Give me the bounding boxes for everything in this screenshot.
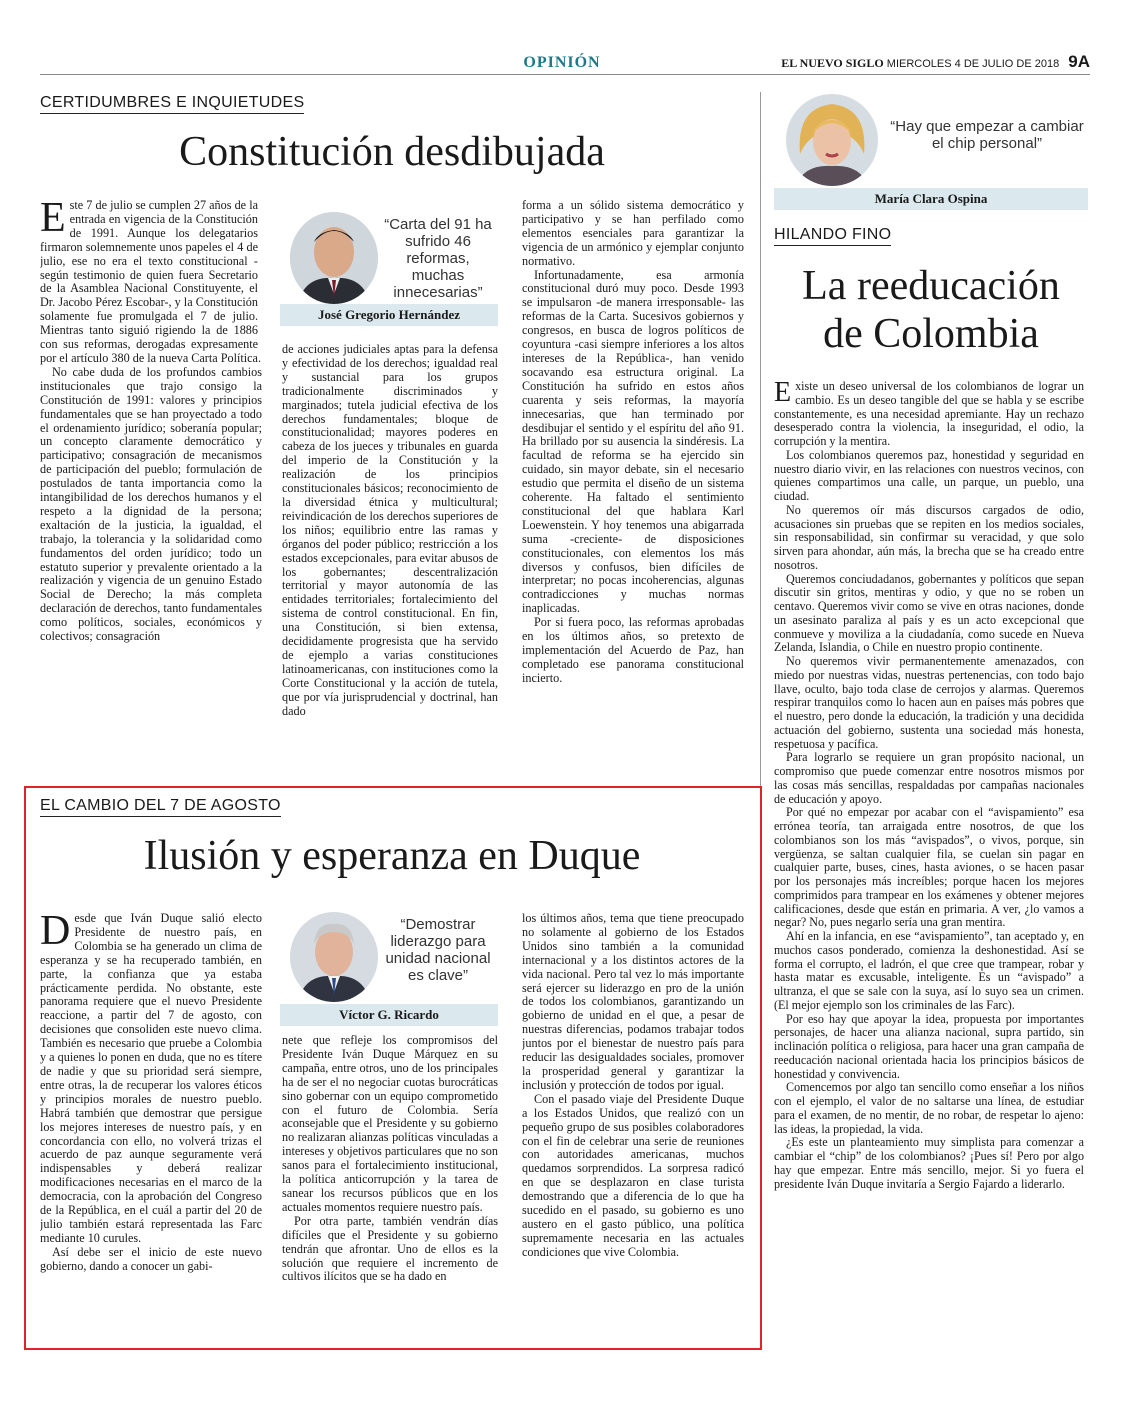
author-photo bbox=[786, 94, 878, 186]
drop-cap: D bbox=[40, 912, 71, 954]
article3-quote-box bbox=[774, 92, 1088, 212]
author-portrait-icon bbox=[786, 94, 878, 186]
article3-paragraph: No queremos oír más discursos cargados de odio, acusaciones sin pruebas que se repiten en los medios sociales, sin responsabilidad, sin confirmar su veracidad, y que solo sirven para ahondar, aún más, la brecha que se ha creado entre nosotros. bbox=[774, 502, 1084, 572]
paper-name: EL NUEVO SIGLO bbox=[781, 56, 884, 70]
article1-paragraph: forma a un sólido sistema democrático y participativo y se han perfilado como elementos esenciales para garantizar la vigencia de un armónico y ejemplar conjunto normativo. bbox=[522, 199, 744, 268]
article3-kicker: HILANDO FINO bbox=[774, 226, 891, 246]
drop-cap: E bbox=[40, 199, 66, 241]
article3-paragraph: Para lograrlo se requiere un gran propósito nacional, un compromiso que puede comenzar entre nosotros mismos por las cosas más sencillas, respaldadas por campañas nacionales de educación y apoyo. bbox=[774, 750, 1084, 806]
article3-author: María Clara Ospina bbox=[774, 188, 1088, 210]
article3-title-line: La reeducación bbox=[802, 263, 1060, 309]
article3-paragraph: No queremos vivir permanentemente amenazados, con miedo por nuestras vidas, nuestras pertenencias, con todo bajo llave, oculto, bajo toda clase de cerrojos y alarmas. Queremos respirar tranquilos como lo hacen aun en países más pobres que el nuestro, pero donde la educación, la tradición y una decidida actuación del gobierno, sustenta una sociedad más honesta, respetuosa y pacífica. bbox=[774, 654, 1084, 751]
article2-paragraph: los últimos años, tema que tiene preocupado no solamente al gobierno de los Estados Unidos sino también a la comunidad internacional y a los distintos actores de la vida nacional. Pero tal vez lo más importante será ejercer su liderazgo en pro de la unión de todos los colombianos, garantizando un gobierno de unidad en el que, a pesar de nuestras diferencias, podamos trabajar todos juntos por el bienestar de nuestro país para reducir las desigualdades sociales, promover la prosperidad general y garantizar la inclusión y protección de todos por igual. bbox=[522, 912, 744, 1092]
article2-quote-box bbox=[280, 910, 498, 1026]
author-photo bbox=[290, 212, 378, 304]
section-label: OPINIÓN bbox=[523, 54, 601, 71]
article1-quote-box bbox=[280, 208, 498, 328]
article1-paragraph: Infortunadamente, esa armonía constitucional duró muy poco. Desde 1993 se impulsaron -de manera irresponsable- las reformas de la Carta. Sucesivos gobiernos y congresos, en busca de logros políticos de coyuntura -casi siempre inferiores a los altos intereses de la República-, han venido socavando esa estructura original. La Constitución ha sufrido en estos años cuarenta y seis reformas, la mayoría innecesarias, que han terminado por desdibujar el sentido y el espíritu del año 91. Ha brillado por su ausencia la sindéresis. La facultad de reforma se ha ejercido sin cuidado, sin mayor debate, sin el necesario estudio que permita el diseño de un sistema coherente. Ha faltado el sentimiento constitucional del que hablara Karl Loewenstein. Y hoy tenemos una abigarrada suma -creciente- de disposiciones constitucionales, con elementos los más diversos y confusos, bien difíciles de interpretar; no pocas incoherencias, algunas contradicciones y muchas normas inaplicadas. bbox=[522, 267, 744, 616]
article2-paragraph: Con el pasado viaje del Presidente Duque a los Estados Unidos, que realizó con un pequeño grupo de sus posibles colaboradores con el fin de celebrar una serie de reuniones con autoridades americanas, muchos quedamos sorprendidos. La sorpresa radicó en que se desplazaron en clase turista demostrando que a diferencia de lo que ha sucedido en el pasado, su gobierno es uno austero en el gasto público, una política supremamente necesaria en las actuales condiciones que vive Colombia. bbox=[522, 1091, 744, 1259]
article3-title bbox=[774, 262, 1088, 359]
article3-column bbox=[774, 380, 1084, 1350]
author-photo bbox=[290, 912, 378, 1002]
article2-column-3 bbox=[522, 912, 744, 1336]
article1-column-1 bbox=[40, 199, 262, 765]
article3-quote: “Hay que empezar a cambiar el chip personal” bbox=[890, 118, 1084, 152]
article2-paragraph: Así debe ser el inicio de este nuevo gobierno, dando a conocer un gabi- bbox=[40, 1244, 262, 1273]
paper-info bbox=[781, 52, 1090, 72]
article1-paragraph: Este 7 de julio se cumplen 27 años de la entrada en vigencia de la Constitución de 1991. Aunque los delegatarios firmaron solemnemente unos papeles el 4 de julio, ese no era el texto constitucional -según testimonio de quien fuera Secretario de la Asamblea Nacional Constituyente, el Dr. Jacobo Pérez Escobar-, y la Constitución solamente fue promulgada el 7 de julio. Mientras tanto siguió rigiendo la de 1886 con sus reformas, derogadas expresamente por el artículo 380 de la nueva Carta Política. bbox=[40, 199, 261, 365]
article2-paragraph: nete que refleje los compromisos del Presidente Iván Duque Márquez en su campaña, entre otros, uno de los principales ha de ser el no negociar cuotas burocráticas sino gobernar con un equipo comprometido con el futuro de Colombia. Sería aconsejable que el Presidente y su gobierno no realizaran alianzas políticas vinculadas a intereses y objetivos particulares que no son sanos para el fortalecimiento institucional, la política anticorrupción y la tarea de sanear los recursos públicos que en los actuales momentos requiere nuestro país. bbox=[282, 1034, 498, 1214]
article3-paragraph: Por qué no empezar por acabar con el “avispamiento” esa errónea teoría, tan arraigada entre nosotros, de que los colombianos son los más “avispados”, o vivos, porque, sin vergüenza, se saltan cualquier fila, se cuelan sin pagar en cualquier parte, buses, cines, hasta aviones, o se hacen pasar por los personajes más increíbles; porque hacen los mejores comprimidos para trampear en los exámenes y obtener mejores calificaciones, desde que están en primaria. A ver, ¿lo vamos a negar? No, pues negarlo sería una gran mentira. bbox=[774, 805, 1084, 930]
article1-quote: “Carta del 91 ha sufrido 46 reformas, muchas innecesarias” bbox=[384, 216, 492, 301]
article3-title-line: de Colombia bbox=[823, 311, 1039, 358]
article1-paragraph: No cabe duda de los profundos cambios institucionales que trajo consigo la Constitución de 1991: valores y principios fundamentales que se han proyectado a todo el ordenamiento jurídico; soberanía popular; un concepto claramente democrático y participativo; consagración de mecanismos de participación del pueblo; formulación de postulados de tanta importancia como la intangibilidad de los derechos humanos y el respeto a la dignidad de la persona; exaltación de la justicia, la igualdad, el trabajo, la tolerancia y la solidaridad como fundamentos del orden jurídico; todo un estatuto superior y prevalente orientado a la realización y vigencia de un genuino Estado Social de Derecho; la más completa declaración de derechos, tanto fundamentales como políticos, sociales, económicos y colectivos; consagración bbox=[40, 364, 262, 644]
article1-kicker: CERTIDUMBRES E INQUIETUDES bbox=[40, 94, 304, 114]
article2-paragraph: Por otra parte, también vendrán días difíciles que el Presidente y su gobierno tendrán que afrontar. Uno de ellos es la solución que requiere el incremento de cultivos ilícitos que se ha dado en bbox=[282, 1213, 498, 1284]
article2-author: Víctor G. Ricardo bbox=[280, 1004, 498, 1026]
article1-paragraph: de acciones judiciales aptas para la defensa y efectividad de los derechos; igualdad real y sustancial para los grupos tradicionalmente discriminados y marginados; tutela judicial efectiva de los derechos fundamentales; bloque de constitucionalidad; mayores poderes en cabeza de los jueces y tribunales en guarda del imperio de la Constitución y la realización de los principios constitucionales básicos; reconocimiento de la diversidad étnica y multicultural; reivindicación de los derechos superiores de los niños; equilibrio entre las ramas y órganos del poder público; restricción a los estados excepcionales, para evitar abusos de los gobernantes; descentralización territorial y mayor autonomía de las entidades territoriales; fortalecimiento del sistema de control constitucional. En fin, una Constitución, si bien extensa, decididamente progresista que ha servido de ejemplo a varias constituciones latinoamericanas, con instituciones como la Corte Constitucional y la acción de tutela, que por vía jurisprudencial y doctrinal, han dado bbox=[282, 343, 498, 718]
article3-paragraph: Queremos conciudadanos, gobernantes y políticos que sepan discutir sin gritos, mentiras y odio, y que no se roben un centavo. Queremos vivir como se vive en otras naciones, donde un asesinato paraliza al país y es un acto excepcional que conmueve y moviliza a la ciudadanía, como sucede en Nueva Zelanda, Islandia, o Chile en nuestro propio continente. bbox=[774, 571, 1084, 655]
article1-column-2 bbox=[282, 343, 498, 765]
article1-paragraph: Por si fuera poco, las reformas aprobadas en los últimos años, so pretexto de implementación del Acuerdo de Paz, han completado ese panorama constitucional incierto. bbox=[522, 615, 744, 685]
issue-date: MIERCOLES 4 DE JULIO DE 2018 bbox=[886, 58, 1060, 70]
article2-paragraph: Desde que Iván Duque salió electo Presidente de nuestro país, en Colombia se ha generado un clima de esperanza y se ha recuperado también, en parte, la confianza que ya estaba prácticamente perdida. No obstante, este panorama requiere que el nuevo Presidente reaccione, a partir del 7 de agosto, con decisiones que consoliden este nuevo clima. También es necesario que pruebe a Colombia y a quienes lo ponen en duda, que no es títere de nadie y que su prioridad será siempre, entre otras, la de recuperar los valores éticos y principios morales de nuestro pueblo. Habrá también que demostrar que persigue los mejores intereses de nuestro país, y en concordancia con ello, no volverá trizas el acuerdo de paz aunque seguramente verá indispensables y deberá realizar modificaciones necesarias en el marco de la democracia, con la aprobación del Congreso de la República, en el cuál a partir del 20 de julio también estará representada las Farc mediante 10 curules. bbox=[40, 912, 262, 1245]
article1-author: José Gregorio Hernández bbox=[280, 304, 498, 326]
drop-cap: E bbox=[774, 380, 792, 408]
author-portrait-icon bbox=[290, 912, 378, 1002]
article1-title: Constitución desdibujada bbox=[179, 129, 605, 175]
article3-paragraph: Los colombianos queremos paz, honestidad y seguridad en nuestro diario vivir, en las relaciones con nuestros vecinos, con quienes compartimos una calle, un parque, un pueblo, una ciudad. bbox=[774, 447, 1084, 503]
article3-paragraph: Existe un deseo universal de los colombianos de lograr un cambio. Es un deseo tangible del que se habla y se escribe constantemente, es una necesidad apremiante. Hay un rechazo desesperado contra la violencia, la inseguridad, el odio, la corrupción y la mentira. bbox=[774, 380, 1084, 448]
article2-column-1 bbox=[40, 912, 262, 1336]
article2-column-2 bbox=[282, 1034, 498, 1336]
article3-paragraph: Comencemos por algo tan sencillo como enseñar a los niños con el ejemplo, el valor de no saltarse una línea, de estudiar para el examen, de no mentir, de no robar, de respetar lo ajeno: las ideas, la propiedad, la vida. bbox=[774, 1080, 1084, 1136]
page-number: 9A bbox=[1068, 52, 1090, 71]
article1-column-3 bbox=[522, 199, 744, 765]
article2-quote: “Demostrar liderazgo para unidad nacional es clave” bbox=[385, 916, 491, 984]
article2-kicker: EL CAMBIO DEL 7 DE AGOSTO bbox=[40, 797, 281, 817]
article3-paragraph: ¿Es este un planteamiento muy simplista para comenzar a cambiar el “chip” de los colombianos? ¡Pues sí! Pero por algo hay que empezar. Entre más sencillo, mejor. Si yo fuera el presidente Iván Duque invitaría a Sergio Fajardo a liderarlo. bbox=[774, 1135, 1084, 1191]
article3-paragraph: Ahí en la infancia, en ese “avispamiento”, tan aceptado y, en muchos casos ponderado, comienza la deshonestidad. Así se forma el corrupto, el ladrón, el que cree que trampear, robar y hasta matar es excusable, inteligente. Es un “avispado” a ultranza, el que se sale con la suya, así lo suyo sea un crimen. (El mejor ejemplo son los criminales de las Farc). bbox=[774, 929, 1084, 1012]
article3-paragraph: Por eso hay que apoyar la idea, propuesta por importantes personajes, de hacer una alianza nacional, supra partido, sin inclinación política o religiosa, para hacer una gran campaña de reeducación nacional orientada hacia los principios básicos de honestidad y convivencia. bbox=[774, 1011, 1084, 1081]
article2-title: Ilusión y esperanza en Duque bbox=[143, 833, 641, 879]
author-portrait-icon bbox=[290, 212, 378, 304]
